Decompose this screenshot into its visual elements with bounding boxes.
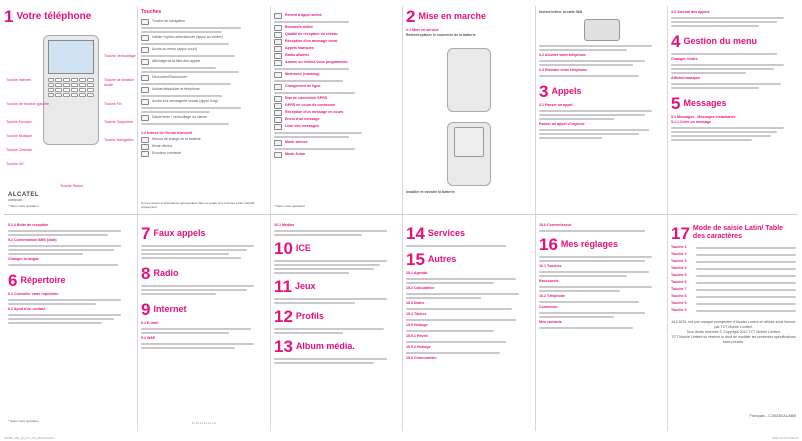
key-desc: Affichage de la liste des appels bbox=[152, 59, 201, 63]
section-title: Mise en marche bbox=[418, 11, 486, 21]
callout: Touche Fin bbox=[104, 102, 122, 106]
brand-sub: onetouch bbox=[8, 198, 23, 202]
section-title: Votre téléphone bbox=[16, 10, 92, 22]
panel-radio-internet bbox=[137, 221, 270, 426]
icon-desc: Mode Avion bbox=[285, 152, 306, 156]
phone-illustration bbox=[43, 35, 99, 145]
brand-name: ALCATEL bbox=[8, 192, 40, 198]
subsection-title: 2.1 Mise en service bbox=[406, 28, 439, 32]
voicemail-key-icon bbox=[141, 99, 149, 105]
subsection-title: Afficher/masquer bbox=[671, 76, 701, 80]
brand-logo bbox=[8, 192, 39, 203]
key-desc: Activer/désactiver le téléphone bbox=[152, 87, 200, 91]
section-number: 13 bbox=[274, 337, 293, 356]
subsection-title: 15.5 Horloge bbox=[406, 323, 428, 327]
callout: Touche Verrouillage bbox=[104, 54, 136, 58]
subsection-title: 15.6 Convertisseur bbox=[539, 223, 572, 227]
bluetooth-icon bbox=[274, 25, 282, 31]
key-label: Touche 1 bbox=[671, 245, 687, 249]
section-number: 17 bbox=[671, 224, 690, 243]
section-number: 8 bbox=[141, 264, 151, 283]
subsection-title: Raccourcis bbox=[539, 279, 559, 283]
send-key-icon bbox=[141, 59, 149, 65]
panel-votre-telephone bbox=[4, 6, 137, 211]
key-label: Touche 6 bbox=[671, 280, 687, 284]
key-label: Touche 4 bbox=[671, 266, 687, 270]
subsection-title: 2.3 Eteindre votre téléphone bbox=[539, 68, 588, 72]
menu-key-icon bbox=[141, 47, 149, 53]
section-title: Mode de saisie Latin/ Table des caractères bbox=[692, 225, 784, 240]
section-number: 7 bbox=[141, 224, 151, 243]
subsection-title: 9.2 WAP bbox=[141, 336, 156, 340]
subsection-title: 15.1 Agenda bbox=[406, 271, 428, 275]
panel-touches bbox=[137, 6, 270, 211]
caption: Installer et extraire la batterie bbox=[406, 190, 455, 194]
section-title: Appels bbox=[551, 86, 582, 96]
key-label: Touche 3 bbox=[671, 259, 687, 263]
headset-icon bbox=[141, 151, 149, 157]
section-title: Faux appels bbox=[153, 228, 206, 238]
roaming-icon bbox=[274, 72, 282, 78]
page-numbers: 41 16 11 12 13 14 bbox=[191, 421, 216, 425]
subsection-title: 16.2 Téléphone bbox=[539, 294, 565, 298]
icon-desc: Chargement de ligne bbox=[285, 84, 321, 88]
end-key-icon bbox=[141, 75, 149, 81]
section-title: ICE bbox=[295, 243, 311, 253]
fold-line-horizontal bbox=[4, 214, 798, 215]
subsection-title: 15.5.2 Horloge bbox=[406, 345, 431, 349]
section-title: Messages bbox=[683, 98, 727, 108]
print-timestamp: 2010-10-19 10:58:42 bbox=[772, 436, 798, 440]
phone-back-illustration bbox=[447, 48, 491, 112]
section-number: 3 bbox=[539, 82, 549, 101]
section-number: 14 bbox=[406, 224, 425, 243]
callout: Touche Navigation bbox=[104, 138, 134, 142]
gprs-connecting-icon bbox=[274, 103, 282, 109]
section-number: 16 bbox=[539, 235, 558, 254]
vibrate-icon bbox=[141, 144, 149, 150]
callout: Touche Supprimer bbox=[104, 120, 134, 124]
sim-card-illustration bbox=[584, 19, 620, 41]
language-code: Français - CJB33EALABB bbox=[749, 413, 796, 418]
subsection-title: Changer la langue bbox=[8, 257, 40, 261]
caption: Insérer/retirer la carte SIM bbox=[539, 10, 583, 14]
section-number: 1 bbox=[4, 7, 14, 26]
signal-icon bbox=[274, 32, 282, 38]
phone-screen bbox=[48, 40, 94, 74]
nav-key-icon bbox=[141, 19, 149, 25]
icon-desc: Bluetooth activé bbox=[285, 25, 313, 29]
section-number: 12 bbox=[274, 307, 293, 326]
subsection-title: 16.1 Touches bbox=[539, 264, 562, 268]
forward-icon bbox=[274, 13, 282, 19]
icon-desc: Renvoi d'appel activé bbox=[285, 13, 322, 17]
subsection-title: 5.1.2 Boîte de réception bbox=[8, 223, 49, 227]
icon-desc: Itinérance (roaming) bbox=[285, 72, 320, 76]
section-number: 15 bbox=[406, 250, 425, 269]
panel-icons bbox=[270, 6, 403, 211]
key-label: Touche 7 bbox=[671, 287, 687, 291]
section-title: Services bbox=[427, 228, 465, 238]
lock-key-icon bbox=[141, 115, 149, 121]
legal-text: TCT Mobile Limited se réserve le droit de modifier les présentes spécifications sans préavis. bbox=[671, 335, 796, 344]
key-desc: Touche de navigation bbox=[152, 19, 186, 23]
legal-text: Tous droits réservés © Copyright 2010 TCT Mobile Limited. bbox=[686, 330, 781, 334]
receiving-icon bbox=[274, 110, 282, 116]
battery-illustration bbox=[447, 122, 491, 186]
subsection-title: Passer un appel d'urgence bbox=[539, 122, 585, 126]
section-number: 10 bbox=[274, 239, 293, 258]
subsection-title: 15.2 Calculatrice bbox=[406, 286, 435, 290]
subsection-title: 15.4 Tâches bbox=[406, 312, 427, 316]
footnote: * Selon votre opérateur bbox=[8, 204, 39, 208]
power-key-icon bbox=[141, 87, 149, 93]
subsection-title: Connexion bbox=[539, 305, 558, 309]
radio-icon bbox=[274, 53, 282, 59]
section-title: Profils bbox=[295, 311, 324, 321]
key-desc: Accès au menu (appui court) bbox=[152, 47, 197, 51]
callout: Touche Retour bbox=[60, 184, 84, 188]
subsection-title: 6.2 Ajout d'un contact bbox=[8, 307, 46, 311]
panel-reglages bbox=[535, 221, 668, 426]
section-title: Jeux bbox=[294, 281, 316, 291]
panel-appels bbox=[535, 6, 668, 211]
panel-mode-saisie bbox=[667, 221, 800, 426]
callout: Touche de fonction gauche bbox=[6, 102, 49, 106]
section-title: Répertoire bbox=[20, 275, 66, 285]
footnote: * Selon votre opérateur bbox=[8, 419, 39, 423]
icon-desc: Appels manqués bbox=[285, 46, 314, 50]
icon-desc: Niveau de charge de la batterie bbox=[152, 137, 201, 141]
callout: Touche Musique bbox=[6, 134, 33, 138]
line-icon bbox=[274, 84, 282, 90]
subsection-title: 5.2 Conversation SMS (chat) bbox=[8, 238, 57, 242]
subsection-title: 3.1 Passer un appel bbox=[539, 103, 573, 107]
footnote: * Selon votre opérateur bbox=[274, 204, 305, 208]
key-label: Touche 9 bbox=[671, 301, 687, 305]
section-number: 2 bbox=[406, 7, 416, 26]
footnote: (1) Les icônes et illustrations représentées dans ce guide sont fournies à titre indicatif uniquement. bbox=[141, 201, 255, 209]
callout: Touche OK bbox=[6, 162, 24, 166]
callout: Touche Centrale bbox=[6, 148, 33, 152]
icon-desc: Radio allumée bbox=[285, 53, 310, 57]
legal-block bbox=[671, 320, 796, 345]
sending-icon bbox=[274, 117, 282, 123]
section-title: Radio bbox=[153, 268, 179, 278]
key-label: Touche 2 bbox=[671, 252, 687, 256]
subsection-title: 15.5.1 Réveil bbox=[406, 334, 428, 338]
section-number: 5 bbox=[671, 94, 681, 113]
subsection-title: 5.1.1 Créer un message bbox=[671, 120, 712, 124]
section-title: Gestion du menu bbox=[683, 36, 757, 46]
section-number: 6 bbox=[8, 271, 18, 290]
panel-services bbox=[402, 221, 535, 426]
gprs-icon bbox=[274, 96, 282, 102]
section-title: Mes réglages bbox=[560, 239, 618, 249]
message-icon bbox=[274, 124, 282, 130]
caption: Retirer/replacer le couvercle de la batterie bbox=[406, 33, 476, 37]
panel-messages bbox=[667, 6, 800, 211]
icon-desc: Mode vibreur bbox=[152, 144, 173, 148]
icon-desc: Ecouteur connecté bbox=[152, 151, 182, 155]
subsection-title: 5.1 Messages - Messages instantanés bbox=[671, 115, 736, 119]
phone-keypad bbox=[48, 78, 94, 97]
subsection-title: 15.6 Chronomètre bbox=[406, 356, 437, 360]
panel-ice-jeux bbox=[270, 221, 403, 426]
subsection-title: 1.2 Icônes de l'écran d'accueil bbox=[141, 131, 193, 135]
callout: Touche Envoyer bbox=[6, 120, 32, 124]
section-title: Internet bbox=[153, 304, 187, 314]
missed-call-icon bbox=[274, 46, 282, 52]
subsection-title: 15.3 Notes bbox=[406, 301, 424, 305]
subsection-title: Touches bbox=[141, 9, 162, 15]
airplane-icon bbox=[274, 152, 282, 158]
print-file-name: IP2650_300_QG_Fre_08_101019.indd 1 bbox=[4, 436, 55, 440]
icon-desc: Mode silence bbox=[285, 140, 308, 144]
callout: Touche de fonction droite bbox=[104, 78, 135, 87]
legal-text: ALCATEL est une marque enregistrée d'Alcatel-Lucent et utilisée sous licence par TCT Mobile Limited. bbox=[671, 320, 796, 329]
section-number: 4 bbox=[671, 32, 681, 51]
icon-desc: Réception d'un message vocal bbox=[285, 39, 338, 43]
key-desc: Décrocher/Raccrocher bbox=[152, 75, 188, 79]
icon-desc: Liste des messages bbox=[285, 124, 319, 128]
callout: Touche Internet bbox=[6, 78, 31, 82]
icon-desc: Réception d'un message en cours bbox=[285, 110, 344, 114]
key-desc: Accès à la messagerie vocale (appui long) bbox=[152, 99, 218, 103]
key-desc: Saisie texte / verrouillage du clavier bbox=[152, 115, 208, 119]
subsection-title: 10.1 Médias bbox=[274, 223, 295, 227]
subsection-title: 3.2 Journal des appels bbox=[671, 10, 710, 14]
silent-icon bbox=[274, 140, 282, 146]
alarm-icon bbox=[274, 60, 282, 66]
battery-icon bbox=[141, 137, 149, 143]
key-label: Touche 8 bbox=[671, 294, 687, 298]
voicemail-icon bbox=[274, 39, 282, 45]
key-label: Touche 0 bbox=[671, 308, 687, 312]
subsection-title: 2.2 Allumer votre téléphone bbox=[539, 53, 586, 57]
section-title: Autres bbox=[427, 254, 457, 264]
ok-key-icon bbox=[141, 35, 149, 41]
subsection-title: Changer l'ordre bbox=[671, 57, 698, 61]
icon-desc: Qualité de réception du réseau bbox=[285, 32, 338, 36]
subsection-title: 6.1 Consulter votre répertoire bbox=[8, 292, 59, 296]
panel-repertoire bbox=[4, 221, 137, 426]
subsection-title: Mes contacts bbox=[539, 320, 562, 324]
icon-desc: Envoi d'un message bbox=[285, 117, 320, 121]
icon-desc: Etat de connexion GPRS bbox=[285, 96, 328, 100]
section-title: Album média. bbox=[295, 341, 355, 351]
icon-desc: Alarme ou rendez-vous programmés bbox=[285, 60, 348, 64]
section-number: 11 bbox=[274, 277, 292, 296]
subsection-title: 9.1 E-mail bbox=[141, 321, 158, 325]
key-desc: Valider l'option sélectionnée (appui au centre) bbox=[152, 35, 223, 39]
section-number: 9 bbox=[141, 300, 151, 319]
icon-desc: GPRS en cours de connexion bbox=[285, 103, 336, 107]
panel-mise-en-marche bbox=[402, 6, 535, 211]
key-label: Touche 5 bbox=[671, 273, 687, 277]
